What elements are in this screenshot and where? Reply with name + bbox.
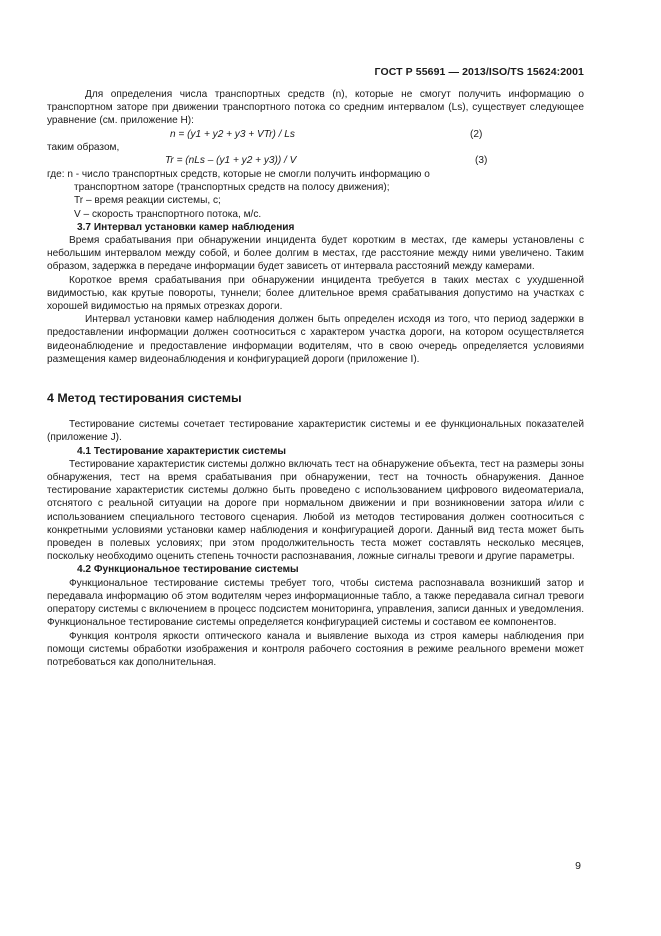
- heading-4-1: 4.1 Тестирование характеристик системы: [77, 445, 287, 457]
- paragraph-3-7-c: Интервал установки камер наблюдения должен быть определен исходя из того, что период задержки в предоставлении информации должен соотноситься с характером участка дороги, на котором осуществляется видеонаблюдение и предоставление информации водителям, что в свою очередь определяется условиями размещения камер видеонаблюдения и конфигурацией дороги (приложение I).: [47, 314, 584, 365]
- paragraph-4-2-b: Функция контроля яркости оптического канала и выявление выхода из строя камеры наблюдения при помощи системы обработки изображения и контроля рабочего состояния в режиме реального времени может потребоваться как дополнительная.: [47, 630, 584, 668]
- paragraph-so: таким образом,: [47, 142, 120, 154]
- standard-header: ГОСТ Р 55691 — 2013/ISO/TS 15624:2001: [374, 66, 584, 78]
- equation-2: [47, 128, 584, 142]
- paragraph-3-7-a: Время срабатывания при обнаружении инцидента будет коротким в местах, где камеры установлены с небольшим интервалом между собой, и более долгим в местах, где расстояние между ними увеличено. Таким образом, задержка в передаче информации будет зависеть от интервала расстояний между камерами.: [47, 235, 584, 273]
- where-line-2: Tr – время реакции системы, с;: [74, 195, 221, 207]
- paragraph-4-2-a: Функциональное тестирование системы требует того, чтобы система распознавала возникший затор и передавала информацию об этом водителям через информационные табло, а также передавала сигнал тревоги оператору системы с включением в процесс подсистем мониторинга, управления, записи данных и уведомления. Функциональное тестирование системы определяется конфигурацией системы и составом ее компонентов.: [47, 577, 584, 629]
- paragraph-4: Тестирование системы сочетает тестирование характеристик системы и ее функциональных показателей (приложение J).: [47, 419, 584, 444]
- page-content: [47, 88, 584, 669]
- equation-2-formula: n = (y1 + y2 + y3 + VTr) / Ls: [170, 128, 295, 140]
- page-number: 9: [575, 860, 581, 872]
- equation-3: [47, 154, 584, 168]
- equation-2-number: (2): [470, 128, 483, 140]
- section-heading-4: 4 Метод тестирования системы: [47, 391, 242, 406]
- equation-3-number: (3): [475, 155, 488, 167]
- paragraph-intro: Для определения числа транспортных средств (n), которые не смогут получить информацию о транспортном заторе при движении транспортного потока со средним интервалом (Ls), существует следующее уравнение (см. приложение Н):: [47, 89, 584, 127]
- where-line-3: V – скорость транспортного потока, м/с.: [74, 208, 262, 220]
- where-line-1: где: n - число транспортных средств, которые не смогли получить информацию о: [47, 169, 430, 180]
- where-line-1b: транспортном заторе (транспортных средств на полосу движения);: [74, 182, 390, 194]
- paragraph-4-1: Тестирование характеристик системы должно включать тест на обнаружение объекта, тест на размеры зоны обнаружения, тест на время срабатывания при обнаружении, тест на точность обнаружения. Данное тестирование характеристик системы должно быть проведено с использованием цифрового видеоматериала, отснятого с реальной ситуации на дороге при нормальном движении и при возникновении затора и/или с использованием специального тестового сценария. Любой из методов тестирования должен соотноситься с конкретными условиями установки камер наблюдения и конфигурацией дороги. Данный вид теста может быть проведен в полевых условиях; при этом продолжительность теста может составлять несколько месяцев, поскольку необходимо оценить степень точности распознавания, ложные сигналы тревоги и другие параметры.: [47, 458, 584, 563]
- paragraph-3-7-b: Короткое время срабатывания при обнаружении инцидента требуется в таких местах с ухудшенной видимостью, как крутые повороты, туннели; более длительное время срабатывания допустимо на участках с хорошей видимостью на прямых отрезках дороги.: [47, 274, 584, 313]
- equation-3-formula: Tr = (nLs – (y1 + y2 + y3)) / V: [165, 155, 297, 167]
- heading-4-2: 4.2 Функциональное тестирование системы: [77, 564, 299, 576]
- heading-3-7: 3.7 Интервал установки камер наблюдения: [77, 221, 295, 233]
